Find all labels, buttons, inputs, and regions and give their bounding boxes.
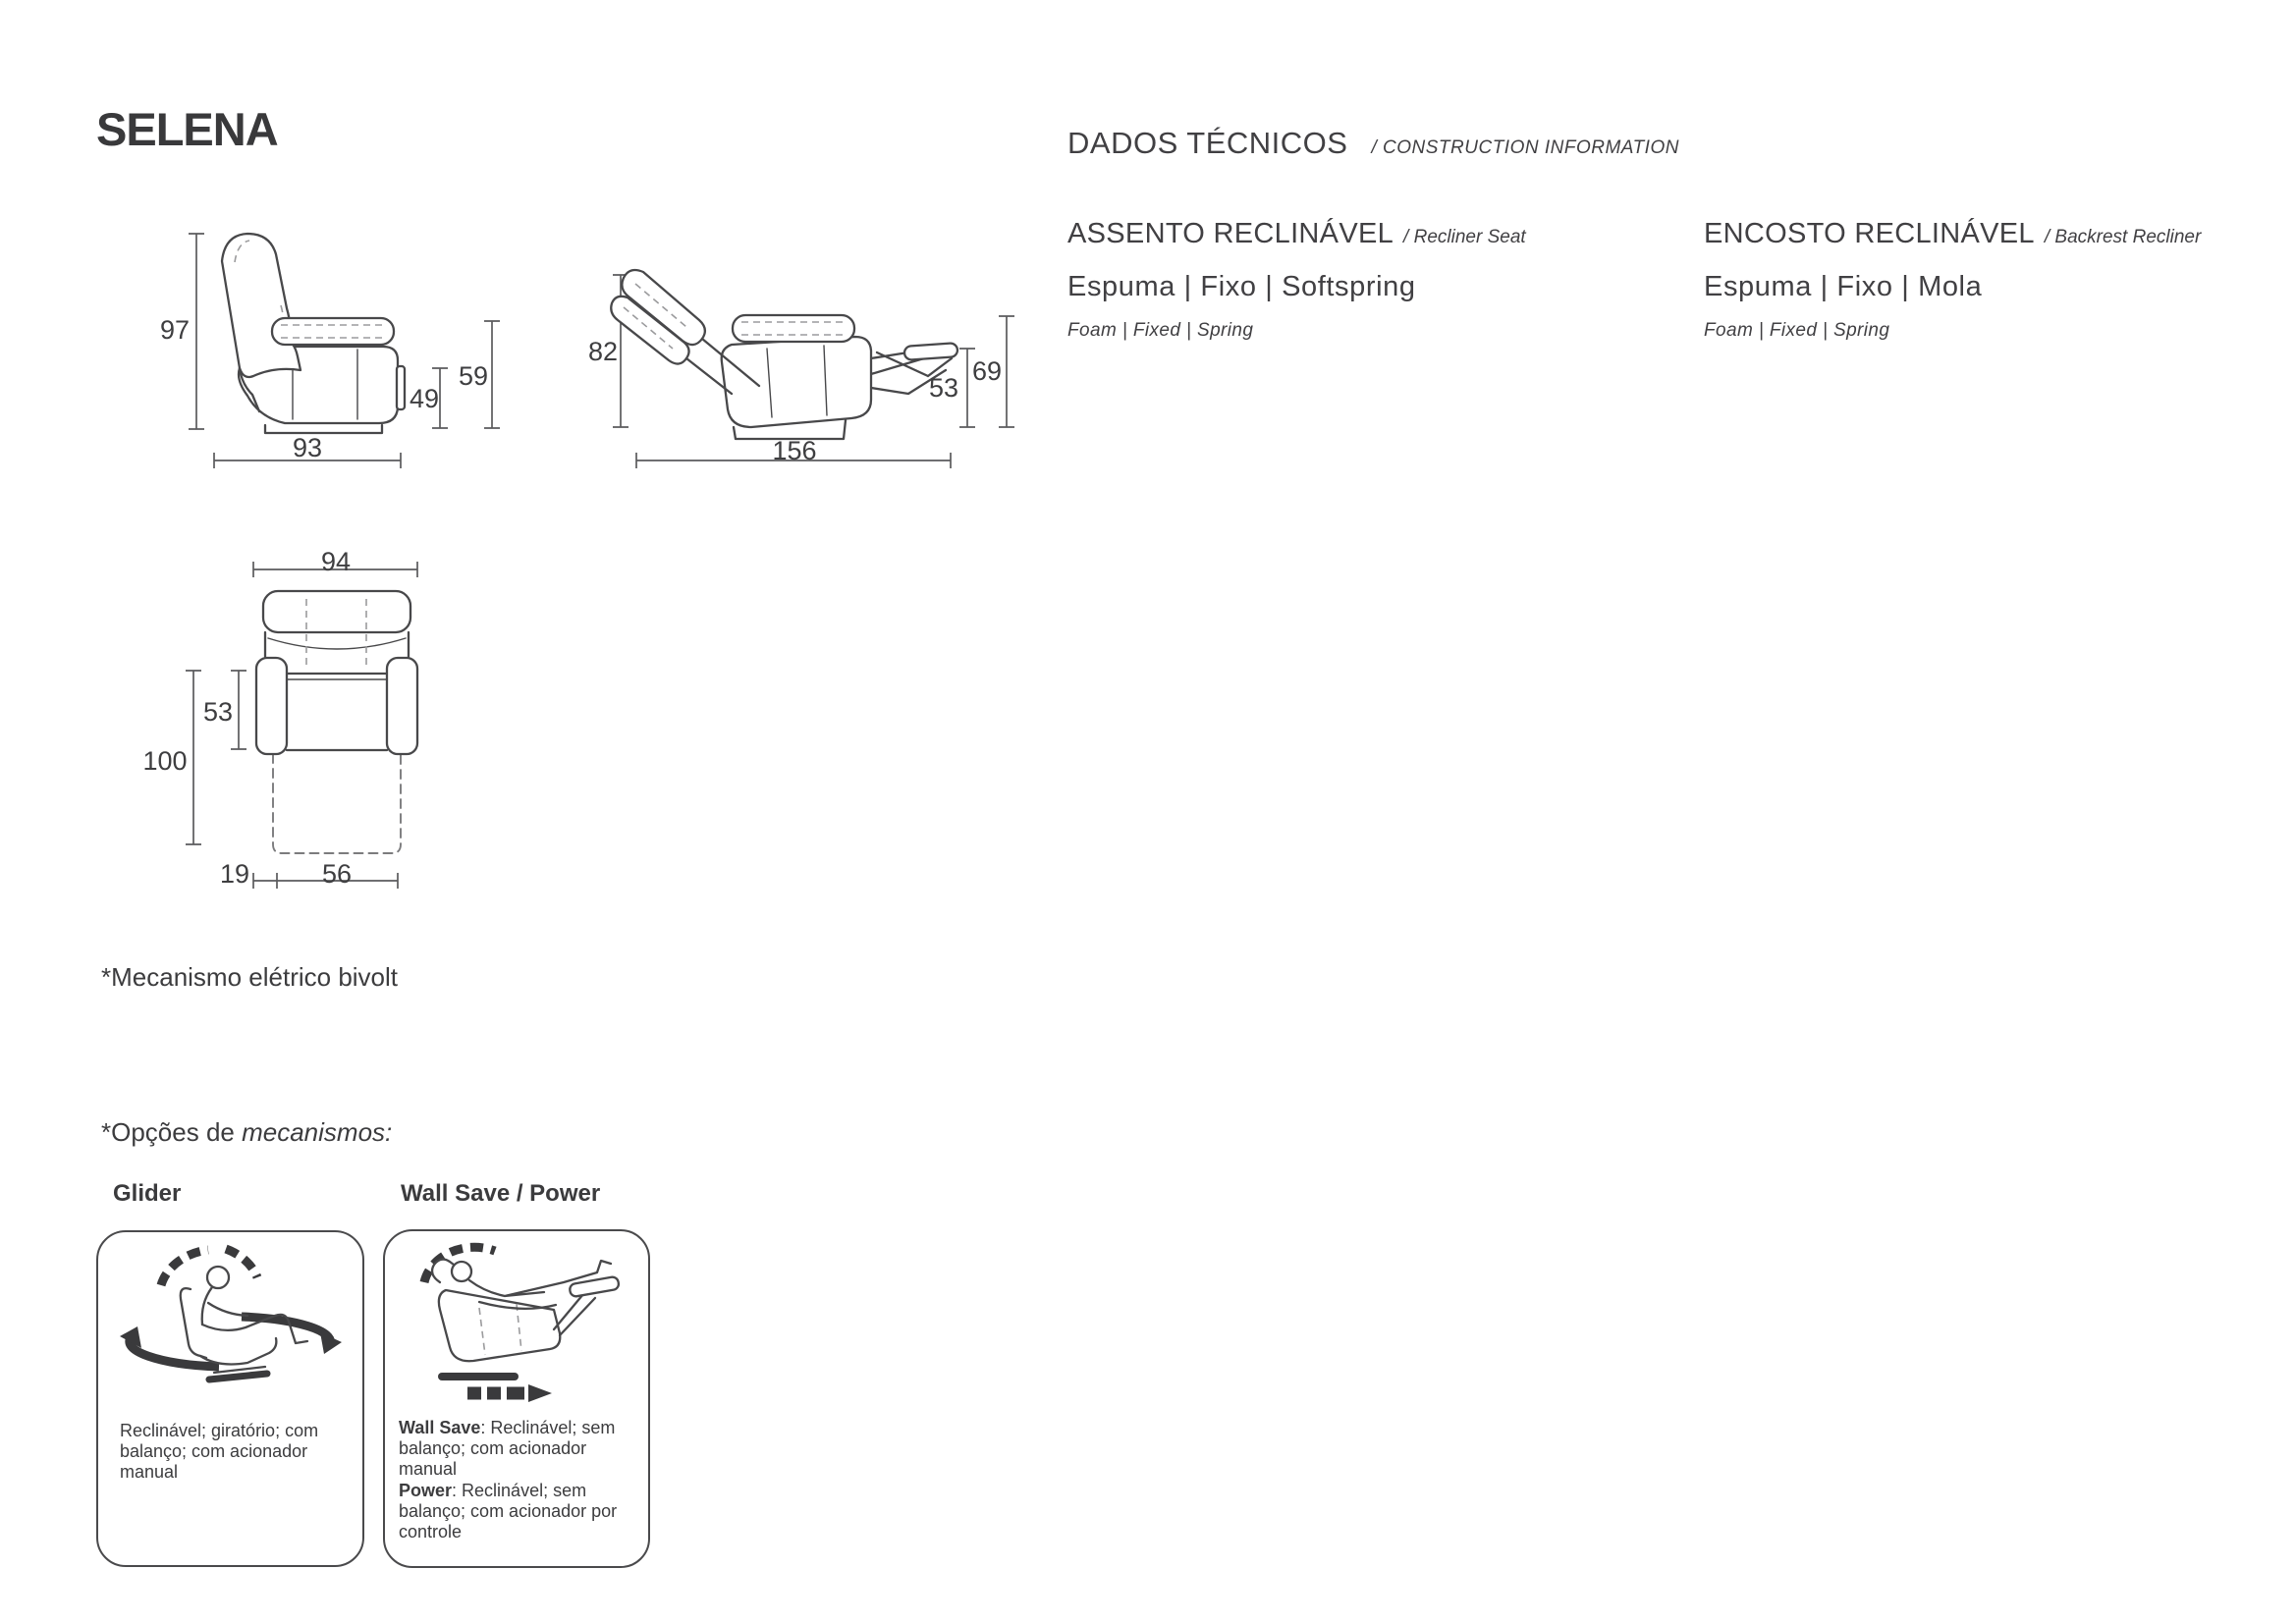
dim-top-width: 94: [320, 547, 352, 576]
tech-data-title: DADOS TÉCNICOS: [1067, 126, 1348, 160]
note-electric-text: *Mecanismo elétrico bivolt: [101, 962, 399, 992]
wall-save-line: [399, 1418, 634, 1481]
dim-reclined-footrest-height: 53: [928, 373, 959, 403]
drawing-side-upright: [137, 221, 511, 471]
wall-save-power-title: Wall Save / Power: [401, 1180, 601, 1207]
power-line: [399, 1481, 634, 1543]
dim-upright-arm-height: 59: [458, 361, 489, 391]
glider-illustration-icon: [98, 1232, 362, 1414]
dim-reclined-length: 156: [772, 436, 817, 465]
dim-top-total-depth: 100: [142, 746, 188, 776]
dim-reclined-height: 82: [587, 337, 619, 366]
dim-top-side-offset: 19: [219, 859, 250, 889]
tech-data-subtitle: / CONSTRUCTION INFORMATION: [1371, 137, 1679, 158]
backrest-spec-title: ENCOSTO RECLINÁVEL: [1704, 218, 2035, 249]
note-mechanism-options: [101, 1117, 392, 1148]
seat-spec-title-en: / Recliner Seat: [1403, 227, 1526, 247]
glider-title: Glider: [113, 1180, 182, 1207]
wall-save-text: : Reclinável; sem balanço; com acionador manual: [399, 1418, 616, 1480]
wall-save-power-description: [399, 1418, 634, 1542]
backrest-spec-title-en: / Backrest Recliner: [2044, 227, 2202, 247]
dim-upright-depth: 93: [292, 433, 323, 462]
power-text: : Reclinável; sem balanço; com acionador por controle: [399, 1480, 618, 1542]
backrest-spec-materials-en: Foam | Fixed | Spring: [1704, 320, 1890, 341]
page-title: SELENA: [96, 103, 278, 155]
tech-data-header: [1067, 126, 1679, 161]
wall-save-power-illustration-icon: [385, 1231, 648, 1413]
dim-upright-height: 97: [159, 315, 191, 345]
dim-top-arm-depth: 53: [202, 697, 234, 727]
backrest-spec-materials: Espuma | Fixo | Mola: [1704, 271, 1983, 302]
note-options-prefix: *Opções de: [101, 1117, 243, 1147]
top-view-line-art: [137, 540, 432, 903]
backrest-spec-heading: [1704, 218, 2201, 250]
seat-spec-materials: Espuma | Fixo | Softspring: [1067, 271, 1416, 302]
wall-save-label: Wall Save: [399, 1418, 481, 1437]
drawing-top-view: [137, 540, 432, 903]
dim-top-footrest-width: 56: [321, 859, 353, 889]
note-options-italic: mecanismos:: [242, 1117, 393, 1147]
seat-spec-materials-en: Foam | Fixed | Spring: [1067, 320, 1254, 341]
power-label: Power: [399, 1480, 453, 1500]
seat-spec-title: ASSENTO RECLINÁVEL: [1067, 218, 1394, 249]
note-electric-mechanism: [101, 962, 398, 993]
drawing-side-reclined: [584, 250, 1016, 471]
dim-upright-seat-height: 49: [409, 384, 440, 413]
seat-spec-heading: [1067, 218, 1526, 250]
dim-reclined-headrest-height: 69: [971, 356, 1003, 386]
glider-card: [96, 1230, 364, 1567]
glider-description: Reclinável; giratório; com balanço; com acionador manual: [120, 1421, 319, 1483]
wall-save-power-card: [383, 1229, 650, 1568]
